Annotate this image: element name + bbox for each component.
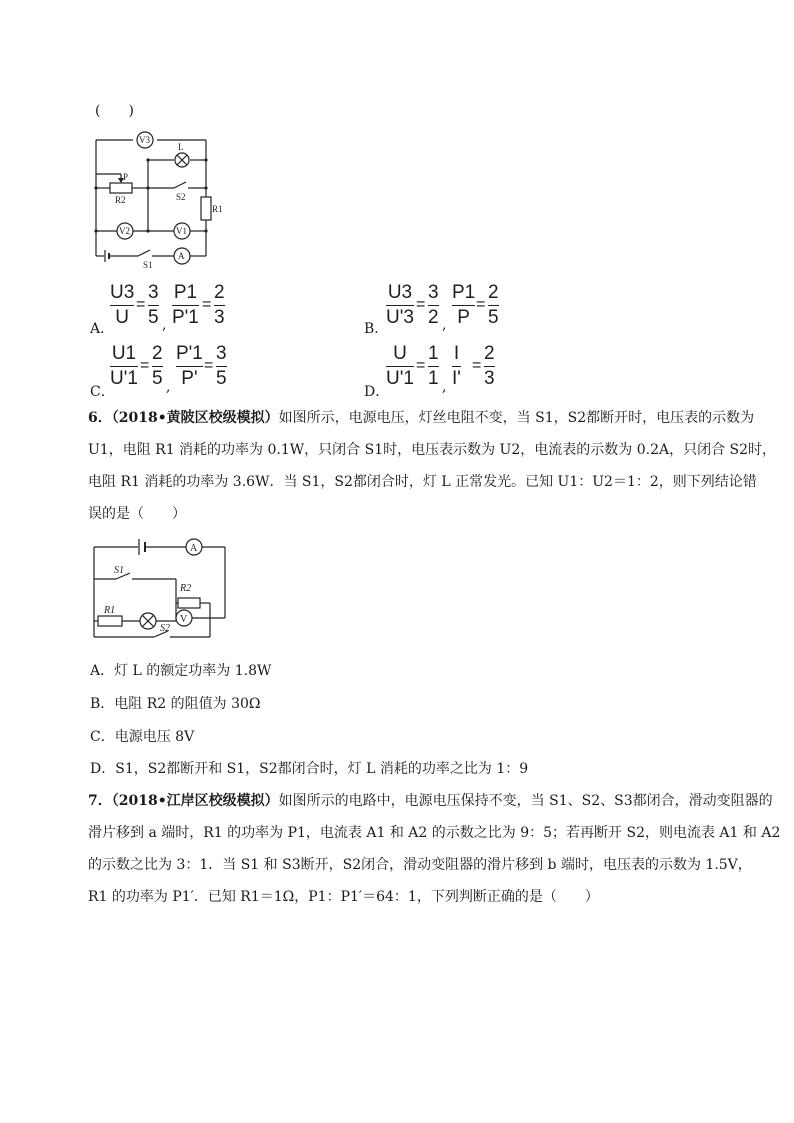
s1-label: S1 — [114, 565, 124, 576]
slider-p-label: P — [123, 172, 129, 182]
question-7-line4: R1 的功率为 P1′．已知 R1＝1Ω，P1：P1′＝64：1，下列判断正确的是（ ） — [88, 889, 599, 905]
question-7-line3: 的示数之比为 3：1．当 S1 和 S3断开，S2闭合，滑动变阻器的滑片移到 b 端时，电压表的示数为 1.5V， — [88, 857, 752, 873]
r2-label: R2 — [115, 195, 126, 205]
option-c-frac1: U1 U'1 — [110, 343, 138, 389]
option-b-label: B． — [364, 321, 389, 337]
r1-label: R1 — [212, 204, 223, 214]
option-a-ratio1: 3 5 — [148, 282, 159, 328]
r2-label: R2 — [180, 583, 192, 594]
q6-option-c: C．电源电压 8V — [90, 729, 195, 745]
option-d-label: D． — [364, 384, 390, 400]
ammeter-label: A — [190, 543, 198, 554]
q6-option-d: D．S1，S2都断开和 S1，S2都闭合时，灯 L 消耗的功率之比为 1：9 — [90, 761, 529, 777]
option-d-ratio2: 2 3 — [484, 343, 495, 389]
option-c-ratio1: 2 5 — [152, 343, 163, 389]
question-6-line3: 电阻 R1 消耗的功率为 3.6W．当 S1，S2都闭合时，灯 L 正常发光。已知 U1：U2＝1：2，则下列结论错 — [88, 474, 757, 490]
v3-label: V3 — [139, 135, 150, 145]
question-6-line1: 6．（2018•黄陂区校级模拟）如图所示，电源电压，灯丝电阻不变，当 S1，S2都断开时，电压表的示数为 — [88, 410, 755, 426]
option-b-ratio1: 3 2 — [428, 282, 439, 328]
option-c-label: C． — [90, 384, 115, 400]
v1-label: V1 — [176, 226, 187, 236]
q6-option-b: B．电阻 R2 的阻值为 30Ω — [90, 696, 261, 712]
option-b-frac1: U3 U'3 — [386, 282, 414, 328]
s2-label: S2 — [176, 192, 186, 202]
answer-parentheses: ( ) — [95, 103, 134, 119]
s2-label: S2 — [160, 623, 170, 634]
option-d-frac1: U U'1 — [386, 343, 414, 389]
option-d-frac2: I I' — [452, 343, 461, 389]
s1-label: S1 — [143, 260, 153, 270]
voltmeter-label: V — [180, 614, 188, 625]
circuit-diagram-q6 — [88, 535, 233, 647]
option-b-frac2: P1 P — [452, 282, 476, 328]
option-a-ratio2: 2 3 — [214, 282, 225, 328]
ammeter-label: A — [178, 251, 185, 261]
question-6-line4: 误的是（ ） — [88, 506, 186, 522]
option-b-ratio2: 2 5 — [488, 282, 499, 328]
v2-label: V2 — [119, 226, 130, 236]
option-a-frac1: U3 U — [110, 282, 135, 328]
lamp-label: L — [178, 142, 184, 152]
question-7-line1: 7．（2018•江岸区校级模拟）如图所示的电路中，电源电压保持不变，当 S1、S2、S3都闭合，滑动变阻器的 — [88, 793, 773, 809]
option-c-frac2: P'1 P' — [176, 343, 203, 389]
r1-label: R1 — [104, 605, 116, 616]
question-7-line2: 滑片移到 a 端时，R1 的功率为 P1，电流表 A1 和 A2 的示数之比为 9：5；若再断开 S2，则电流表 A1 和 A2 — [88, 825, 781, 841]
option-c-ratio2: 3 5 — [216, 343, 227, 389]
option-a-label: A． — [90, 321, 115, 337]
option-d-ratio1: 1 1 — [428, 343, 439, 389]
option-a-frac2: P1 P'1 — [172, 282, 199, 328]
circuit-diagram-q5 — [88, 128, 223, 270]
q6-option-a: A．灯 L 的额定功率为 1.8W — [90, 663, 272, 679]
question-6-line2: U1，电阻 R1 消耗的功率为 0.1W，只闭合 S1时，电压表示数为 U2，电流表的示数为 0.2A，只闭合 S2时， — [88, 442, 777, 458]
